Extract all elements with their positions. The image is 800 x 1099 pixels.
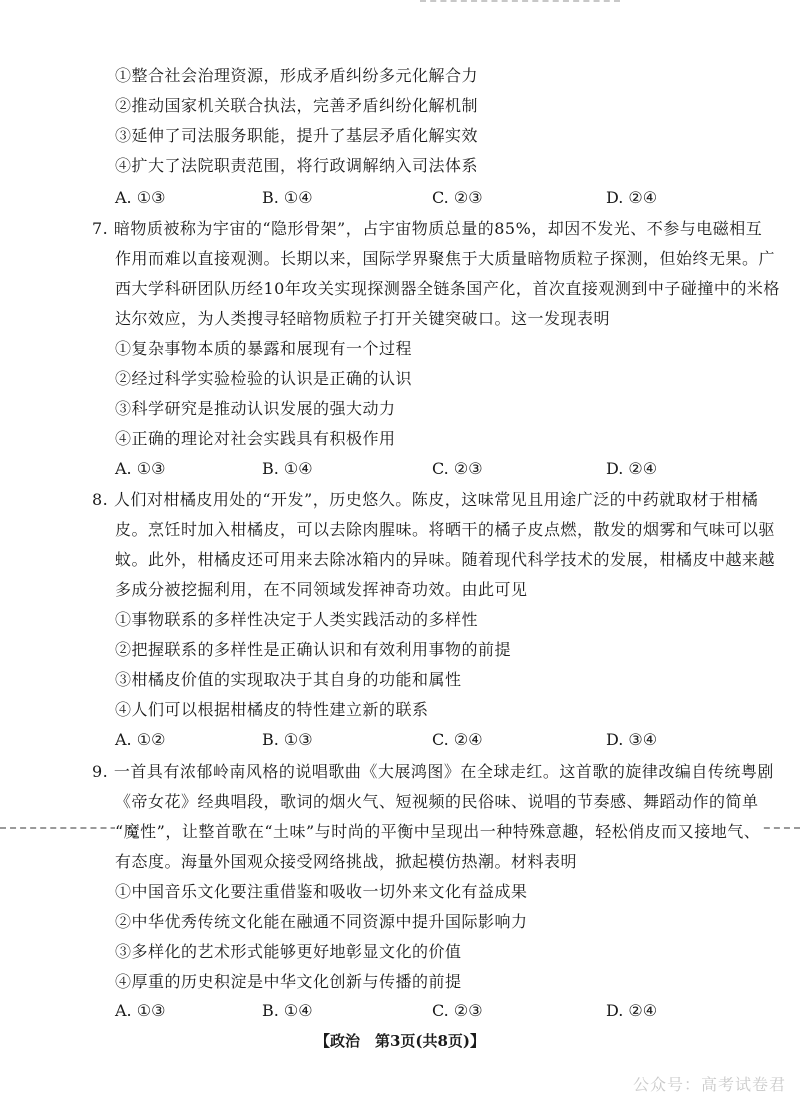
q8-stem-line-1: 8. 人们对柑橘皮用处的“开发”，历史悠久。陈皮，这味常见且用途广泛的中药就取材于柑橘 [92,490,759,509]
q9-stem-line-2: 《帝女花》经典唱段，歌词的烟火气、短视频的民俗味、说唱的节奏感、舞蹈动作的简单 [115,792,759,811]
q7-item-1: ①复杂事物本质的暴露和展现有一个过程 [115,339,413,358]
q6-item-1: ①整合社会治理资源，形成矛盾纠纷多元化解合力 [115,66,479,85]
watermark-text: 公众号：高考试卷君 [632,1075,786,1094]
q6-option-b: B. ①④ [262,188,313,207]
q8-stem-line-2: 皮。烹饪时加入柑橘皮，可以去除肉腥味。将晒干的橘子皮点燃，散发的烟雾和气味可以驱 [115,520,776,539]
q9-stem-line-1: 9. 一首具有浓郁岭南风格的说唱歌曲《大展鸿图》在全球走红。这首歌的旋律改编自传统粤剧 [92,762,774,781]
q9-stem-line-4: 有态度。海量外国观众接受网络挑战，掀起模仿热潮。材料表明 [115,852,578,871]
q9-option-d: D. ②④ [606,1001,658,1020]
q9-option-c: C. ②③ [432,1001,483,1020]
q8-item-3: ③柑橘皮价值的实现取决于其自身的功能和属性 [115,670,462,689]
q6-option-c: C. ②③ [432,188,483,207]
q6-option-d: D. ②④ [606,188,658,207]
q8-option-c: C. ②④ [432,730,483,749]
q9-stem-line-3: “魔性”，让整首歌在“土味”与时尚的平衡中呈现出一种特殊意趣，轻松俏皮而又接地气、 [115,822,761,841]
q7-stem-line-2: 作用而难以直接观测。长期以来，国际学界聚焦于大质量暗物质粒子探测，但始终无果。广 [115,249,776,268]
q8-item-4: ④人们可以根据柑橘皮的特性建立新的联系 [115,700,429,719]
q8-item-1: ①事物联系的多样性决定于人类实践活动的多样性 [115,610,479,629]
top-scan-mark [420,0,620,4]
q9-option-b: B. ①④ [262,1001,313,1020]
q6-option-a: A. ①③ [115,188,166,207]
q7-item-4: ④正确的理论对社会实践具有积极作用 [115,429,396,448]
q9-item-3: ③多样化的艺术形式能够更好地彰显文化的价值 [115,942,462,961]
page-footer: 【政治 第3页(共8页)】 [314,1032,486,1050]
q7-option-b: B. ①④ [262,459,313,478]
q8-stem-line-4: 多成分被挖掘利用，在不同领域发挥神奇功效。由此可见 [115,580,528,599]
q7-item-2: ②经过科学实验检验的认识是正确的认识 [115,369,413,388]
q8-item-2: ②把握联系的多样性是正确认识和有效利用事物的前提 [115,640,512,659]
q6-item-4: ④扩大了法院职责范围，将行政调解纳入司法体系 [115,156,479,175]
q6-item-2: ②推动国家机关联合执法，完善矛盾纠纷化解机制 [115,96,479,115]
q7-stem-line-1: 7. 暗物质被称为宇宙的“隐形骨架”，占宇宙物质总量的85%，却因不发光、不参与电磁相互 [92,219,763,238]
q7-stem-line-3: 西大学科研团队历经10年攻关实现探测器全链条国产化，首次直接观测到中子碰撞中的米格 [115,279,780,298]
q8-option-d: D. ③④ [606,730,658,749]
q8-option-a: A. ①② [115,730,166,749]
q9-item-4: ④厚重的历史积淀是中华文化创新与传播的前提 [115,972,462,991]
q9-item-1: ①中国音乐文化要注重借鉴和吸收一切外来文化有益成果 [115,882,528,901]
q7-stem-line-4: 达尔效应，为人类搜寻轻暗物质粒子打开关键突破口。这一发现表明 [115,309,611,328]
q6-item-3: ③延伸了司法服务职能，提升了基层矛盾化解实效 [115,126,479,145]
q7-option-c: C. ②③ [432,459,483,478]
q7-option-a: A. ①③ [115,459,166,478]
q7-option-d: D. ②④ [606,459,658,478]
q8-option-b: B. ①③ [262,730,313,749]
q7-item-3: ③科学研究是推动认识发展的强大动力 [115,399,396,418]
q9-item-2: ②中华优秀传统文化能在融通不同资源中提升国际影响力 [115,912,528,931]
q9-option-a: A. ①③ [115,1001,166,1020]
q8-stem-line-3: 蚊。此外，柑橘皮还可用来去除冰箱内的异味。随着现代科学技术的发展，柑橘皮中越来越 [115,550,776,569]
